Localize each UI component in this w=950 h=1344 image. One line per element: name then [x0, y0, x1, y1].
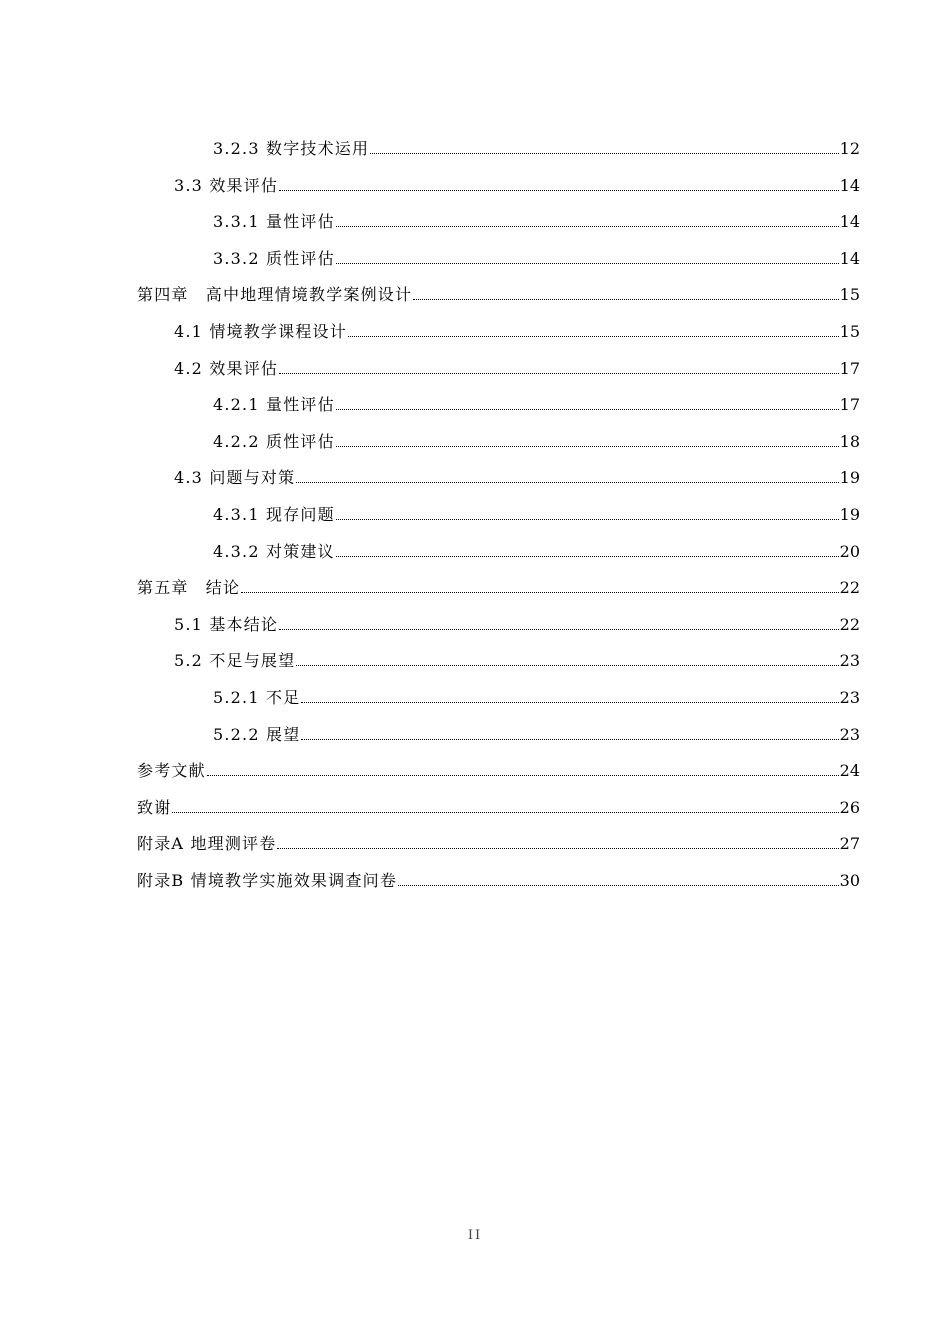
- toc-entry[interactable]: [137, 173, 860, 210]
- toc-entry-title: 3.3.1 量性评估: [213, 212, 335, 232]
- toc-entry-title: 3.2.3 数字技术运用: [213, 139, 370, 158]
- toc-entry-title: 第五章 结论: [137, 578, 241, 598]
- toc-entry-title: 4.1 情境教学课程设计: [174, 321, 347, 341]
- toc-entry[interactable]: [137, 429, 860, 466]
- toc-dot-leader: [370, 152, 838, 154]
- toc-entry-title: 附录B 情境教学实施效果调查问卷: [137, 870, 398, 890]
- toc-entry-title: 第四章 高中地理情境教学案例设计: [137, 285, 413, 305]
- toc-dot-leader: [296, 664, 838, 666]
- toc-entry[interactable]: [137, 502, 860, 539]
- toc-entry-page: 22: [839, 578, 860, 598]
- toc-entry-page: 14: [839, 212, 860, 232]
- toc-entry-title: 3.3.2 质性评估: [213, 248, 335, 268]
- toc-entry-title: 4.2 效果评估: [174, 358, 279, 378]
- toc-entry-title: 5.2.2 展望: [213, 724, 301, 744]
- toc-dot-leader: [336, 408, 839, 410]
- toc-dot-leader: [241, 591, 838, 593]
- toc-entry-page: 14: [839, 248, 860, 268]
- toc-dot-leader: [207, 774, 839, 776]
- toc-dot-leader: [172, 811, 838, 813]
- toc-entry[interactable]: [137, 575, 860, 612]
- toc-entry-title: 附录A 地理测评卷: [137, 834, 277, 854]
- toc-entry-page: 18: [839, 431, 860, 451]
- toc-dot-leader: [348, 335, 839, 337]
- toc-entry-page: 12: [839, 139, 860, 158]
- toc-entry[interactable]: [137, 319, 860, 356]
- toc-entry-title: 4.2.1 量性评估: [213, 395, 335, 415]
- toc-dot-leader: [301, 738, 838, 740]
- toc-dot-leader: [301, 701, 838, 703]
- toc-entry-page: 23: [839, 687, 860, 707]
- toc-entry-title: 5.2.1 不足: [213, 687, 301, 707]
- toc-entry[interactable]: [137, 282, 860, 319]
- toc-dot-leader: [413, 298, 838, 300]
- toc-entry-page: 15: [839, 285, 860, 305]
- toc-dot-leader: [336, 225, 839, 227]
- toc-entry-page: 14: [839, 175, 860, 195]
- toc-entry-page: 19: [839, 468, 860, 488]
- toc-entry[interactable]: [137, 758, 860, 795]
- toc-entry-title: 参考文献: [137, 761, 206, 781]
- toc-entry[interactable]: [137, 465, 860, 502]
- toc-dot-leader: [398, 884, 839, 886]
- toc-dot-leader: [279, 372, 839, 374]
- toc-entry-title: 4.3.1 现存问题: [213, 504, 335, 524]
- table-of-contents: [137, 136, 860, 904]
- toc-entry-page: 23: [839, 724, 860, 744]
- toc-dot-leader: [336, 445, 839, 447]
- toc-dot-leader: [279, 189, 839, 191]
- toc-entry-page: 27: [839, 834, 860, 854]
- toc-entry[interactable]: [137, 356, 860, 393]
- toc-entry[interactable]: [137, 246, 860, 283]
- toc-entry-page: 15: [839, 321, 860, 341]
- toc-entry-page: 26: [839, 797, 860, 817]
- toc-entry-page: 30: [839, 870, 860, 890]
- toc-entry-page: 17: [839, 395, 860, 415]
- toc-entry-title: 3.3 效果评估: [174, 175, 279, 195]
- toc-entry-page: 23: [839, 651, 860, 671]
- toc-entry[interactable]: [137, 392, 860, 429]
- toc-dot-leader: [336, 555, 839, 557]
- toc-entry-page: 20: [839, 541, 860, 561]
- toc-entry[interactable]: [137, 868, 860, 905]
- toc-dot-leader: [296, 481, 838, 483]
- toc-entry-page: 22: [839, 614, 860, 634]
- toc-entry[interactable]: [137, 722, 860, 759]
- toc-dot-leader: [336, 518, 839, 520]
- toc-dot-leader: [279, 628, 839, 630]
- toc-dot-leader: [277, 847, 838, 849]
- toc-dot-leader: [336, 262, 839, 264]
- toc-entry-title: 4.3.2 对策建议: [213, 541, 335, 561]
- toc-entry[interactable]: [137, 831, 860, 868]
- toc-entry[interactable]: [137, 685, 860, 722]
- toc-entry-page: 19: [839, 504, 860, 524]
- toc-entry-page: 24: [839, 761, 860, 781]
- toc-entry[interactable]: [137, 539, 860, 576]
- toc-entry-page: 17: [839, 358, 860, 378]
- toc-entry[interactable]: [137, 136, 860, 173]
- toc-entry-title: 4.2.2 质性评估: [213, 431, 335, 451]
- toc-entry-title: 4.3 问题与对策: [174, 468, 296, 488]
- page-number: II: [467, 1228, 483, 1243]
- toc-entry[interactable]: [137, 209, 860, 246]
- toc-entry[interactable]: [137, 612, 860, 649]
- toc-entry-title: 致谢: [137, 797, 172, 817]
- toc-entry-title: 5.2 不足与展望: [174, 651, 296, 671]
- toc-entry[interactable]: [137, 795, 860, 832]
- toc-entry-title: 5.1 基本结论: [174, 614, 279, 634]
- toc-entry[interactable]: [137, 648, 860, 685]
